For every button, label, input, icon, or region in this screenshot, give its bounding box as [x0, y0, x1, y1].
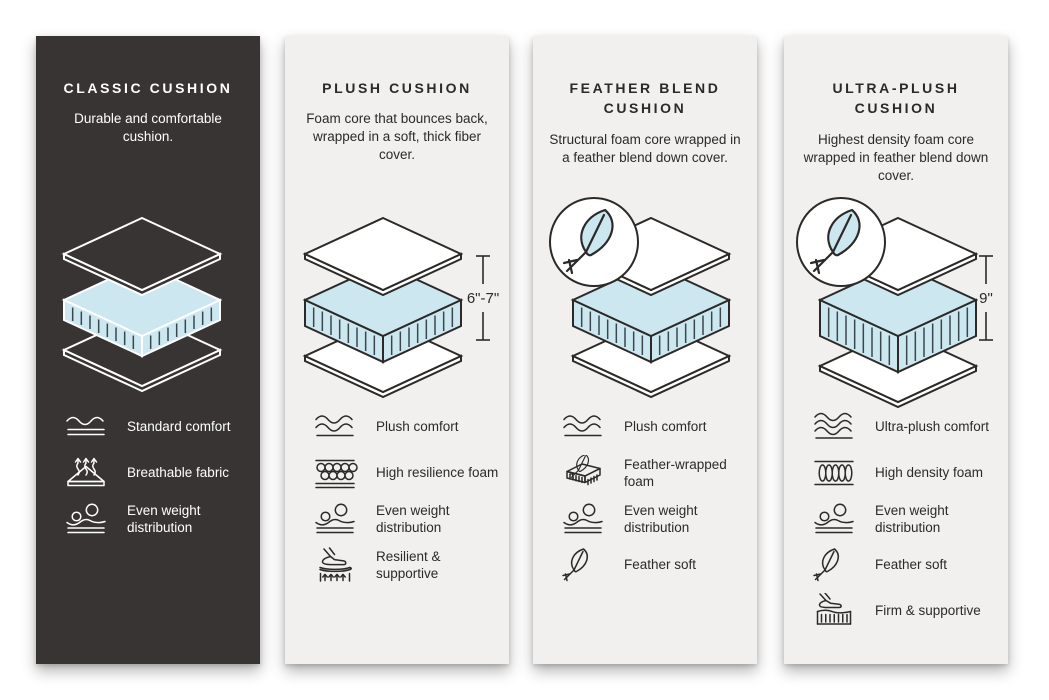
thickness-measurement	[467, 256, 499, 340]
feature-item	[63, 501, 254, 537]
card-description: Highest density foam core wrapped in feather blend down cover.	[803, 131, 989, 183]
feather-badge-icon	[550, 198, 638, 286]
card-description: Structural foam core wrapped in a feather blend down cover.	[549, 131, 741, 165]
thickness-measurement	[979, 256, 993, 340]
even-weight-icon	[560, 501, 606, 537]
feature-item	[560, 501, 751, 537]
firm-foot-icon	[811, 593, 857, 629]
card-description: Foam core that bounces back, wrapped in a soft, thick fiber cover.	[306, 111, 488, 163]
feature-item	[811, 455, 1002, 491]
cushion-layers-diagram	[285, 192, 509, 428]
feature-item	[811, 501, 1002, 537]
feature-label: Firm & supportive	[875, 603, 981, 619]
foam-capsules-icon	[811, 455, 857, 491]
feature-list	[560, 409, 751, 583]
wave-single-icon	[63, 409, 109, 445]
feather-foam-icon	[560, 455, 606, 491]
feature-list	[63, 409, 254, 537]
feature-label: Resilient & supportive	[376, 548, 441, 581]
foam-bubbles-icon	[312, 455, 358, 491]
even-weight-icon	[312, 501, 358, 537]
plush-cushion-card	[285, 36, 509, 664]
even-weight-icon	[63, 501, 109, 537]
feature-item	[560, 547, 751, 583]
feature-label: Even weight distribution	[376, 502, 450, 535]
ultra-plush-cushion-card	[784, 36, 1008, 664]
wave-double-icon	[560, 409, 606, 445]
feature-item	[312, 547, 503, 583]
thickness-label: 9"	[979, 290, 993, 307]
classic-cushion-card	[36, 36, 260, 664]
wave-triple-icon	[811, 409, 857, 445]
card-title: CLASSIC CUSHION	[63, 80, 233, 96]
feature-item	[63, 409, 254, 445]
feature-label: Feather soft	[875, 557, 948, 573]
feature-label: Feather soft	[624, 557, 697, 573]
card-title: PLUSH CUSHION	[322, 80, 472, 96]
feature-label: Breathable fabric	[127, 465, 230, 481]
feature-label: Ultra-plush comfort	[875, 419, 990, 435]
card-title: FEATHER BLEND CUSHION	[569, 80, 721, 117]
card-description: Durable and comfortable cushion.	[74, 111, 222, 145]
feature-label: Even weight distribution	[127, 502, 201, 535]
feather-icon	[560, 547, 606, 583]
card-title: ULTRA-PLUSH CUSHION	[832, 80, 960, 117]
feature-item	[811, 409, 1002, 445]
feature-label: High density foam	[875, 465, 984, 481]
feature-item	[312, 409, 503, 445]
feature-list	[312, 409, 503, 583]
feature-label: Even weight distribution	[624, 502, 698, 535]
feather-icon	[811, 547, 857, 583]
cushion-layers-diagram	[533, 192, 757, 428]
feature-item	[811, 547, 1002, 583]
feature-label: High resilience foam	[376, 465, 499, 481]
breathable-fabric-icon	[63, 455, 109, 491]
feather-badge-icon	[797, 198, 885, 286]
wave-double-icon	[312, 409, 358, 445]
resilient-foot-icon	[312, 547, 358, 583]
feature-item	[312, 501, 503, 537]
feature-item	[560, 409, 751, 445]
feature-list	[811, 409, 1002, 629]
cushion-layers-diagram	[784, 192, 1008, 428]
feature-item	[63, 455, 254, 491]
feather-blend-cushion-card	[533, 36, 757, 664]
even-weight-icon	[811, 501, 857, 537]
cushion-layers-diagram	[36, 192, 260, 428]
thickness-label: 6"-7"	[466, 290, 500, 307]
feature-item	[811, 593, 1002, 629]
feature-label: Even weight distribution	[875, 502, 949, 535]
feature-label: Standard comfort	[127, 419, 231, 435]
feature-label: Plush comfort	[376, 419, 459, 435]
feature-item	[312, 455, 503, 491]
feature-label: Plush comfort	[624, 419, 707, 435]
feature-item	[560, 455, 751, 491]
feature-label: Feather-wrapped foam	[624, 456, 727, 489]
